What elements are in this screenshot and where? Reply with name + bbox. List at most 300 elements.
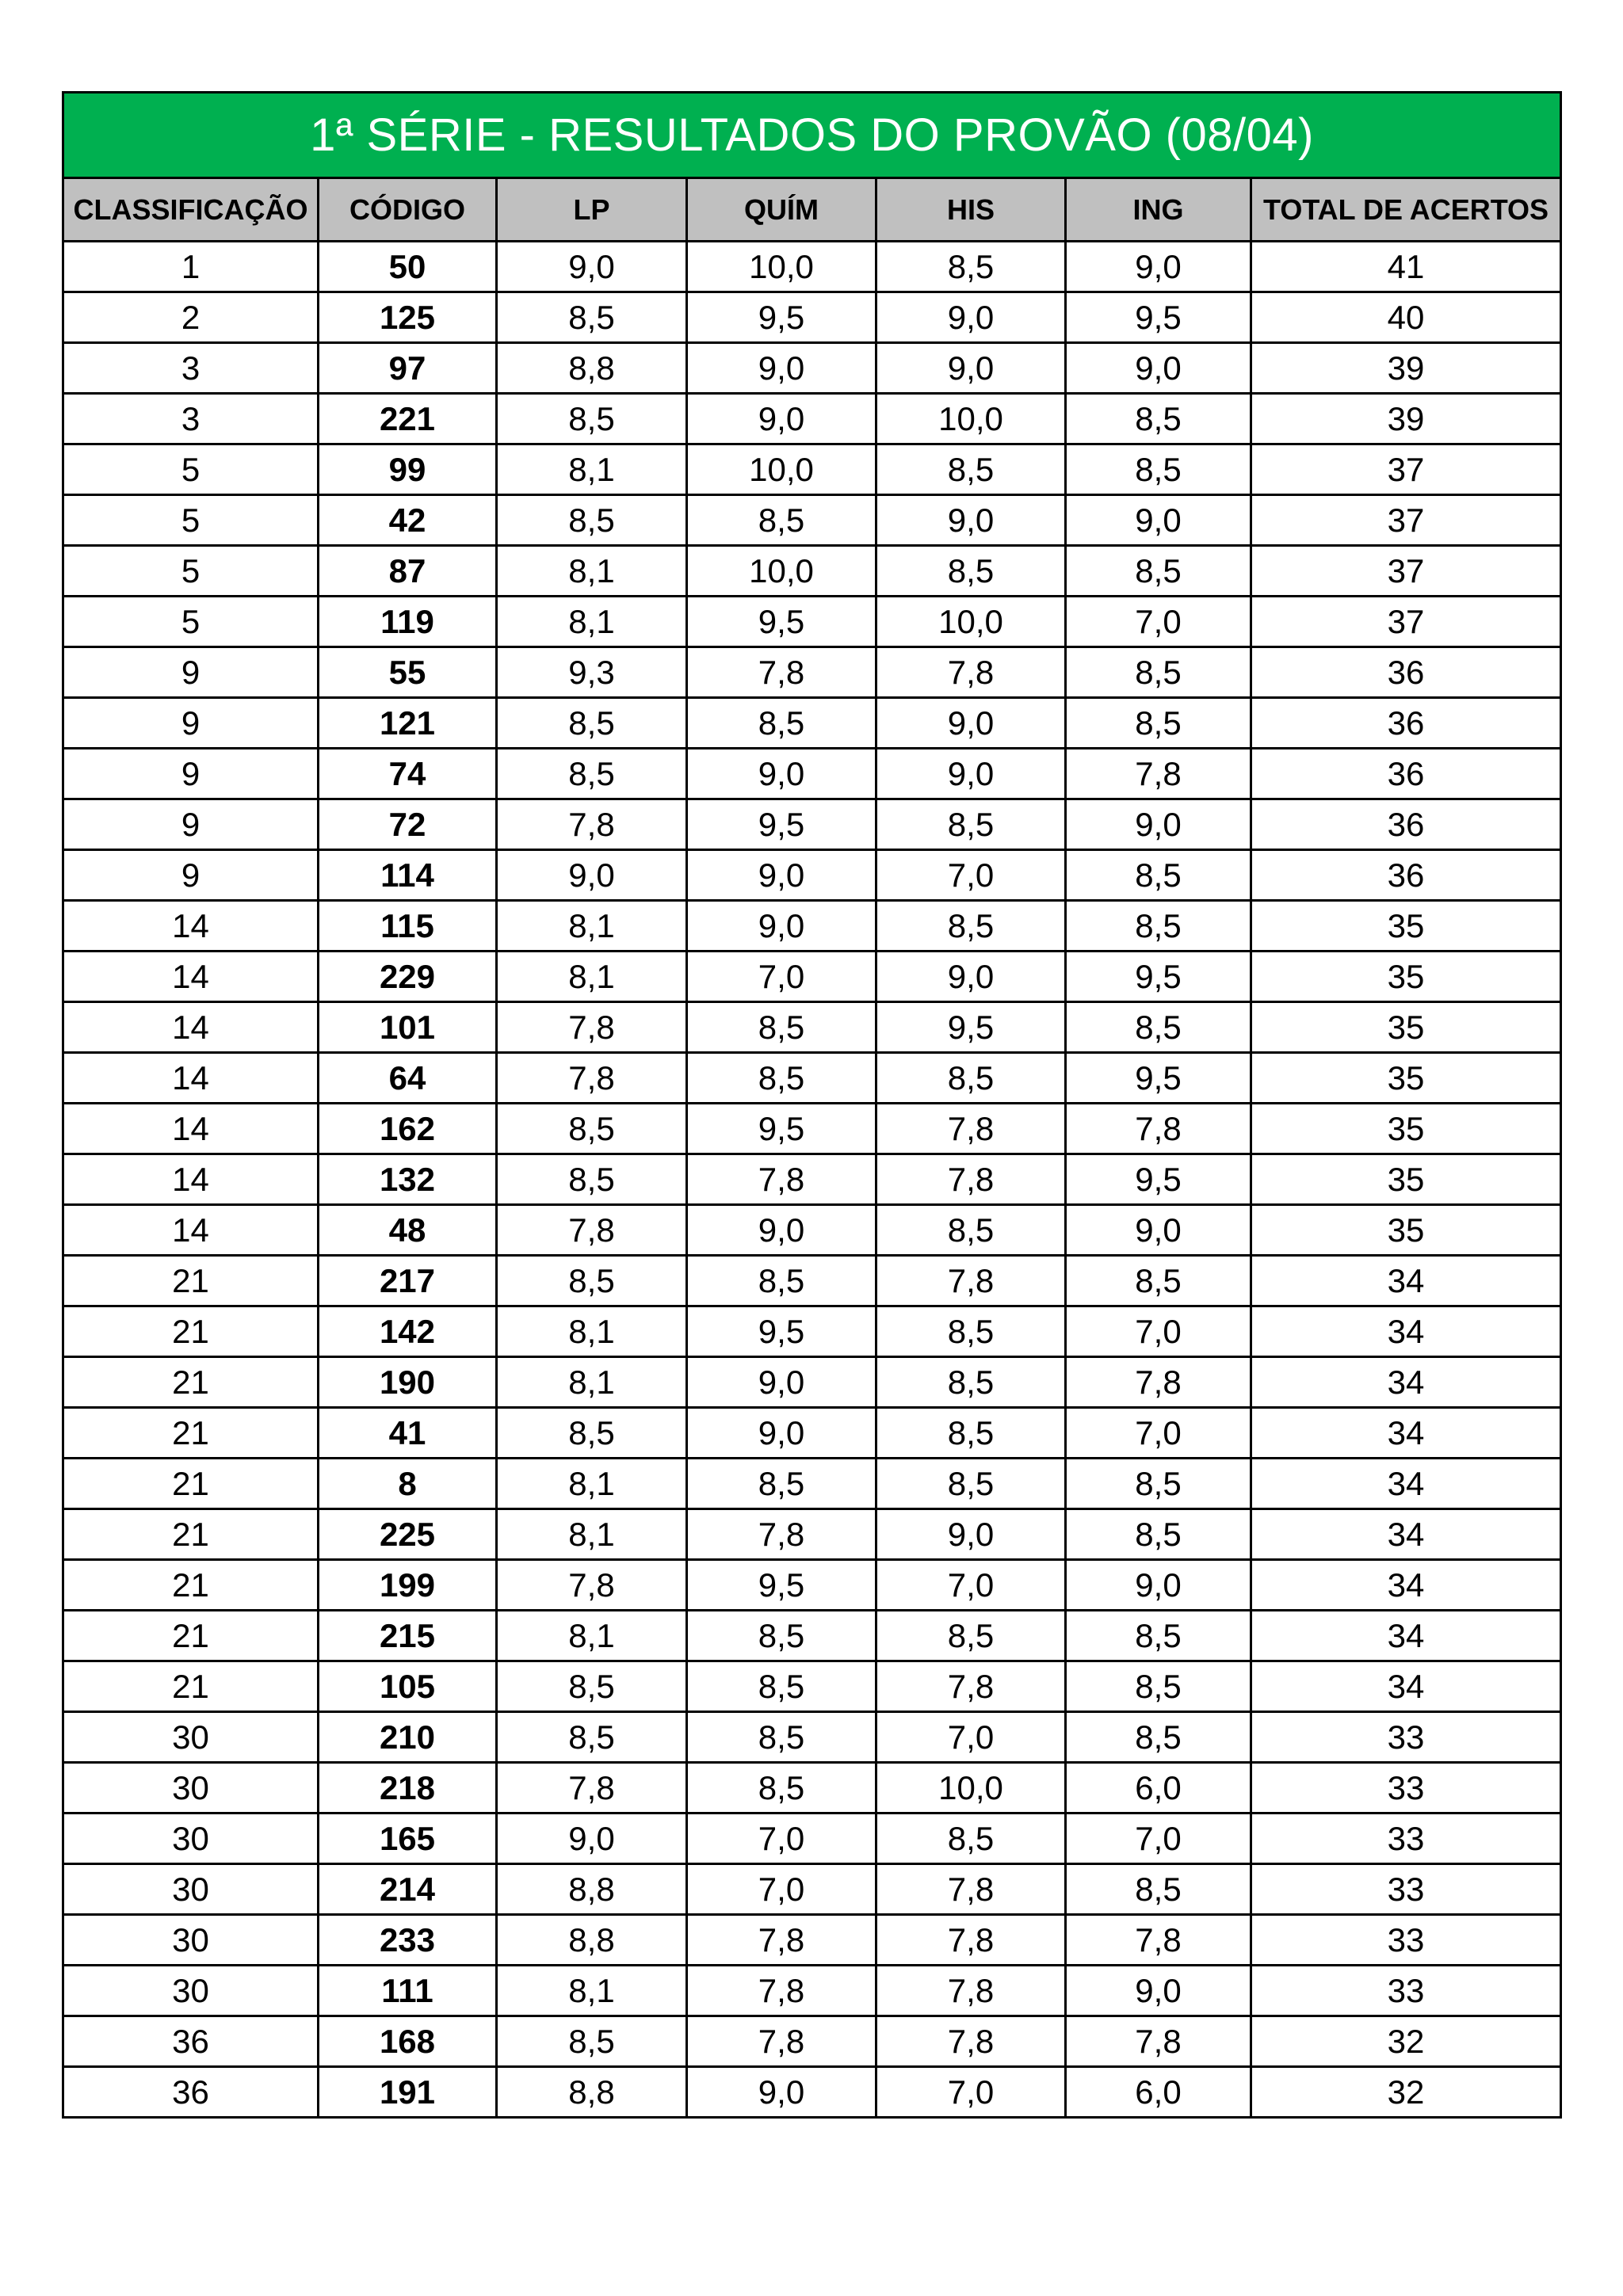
table-row [63, 1864, 1561, 1915]
rank-cell: 1 [63, 242, 319, 292]
code-cell: 41 [319, 1408, 497, 1459]
rank-cell: 2 [63, 292, 319, 343]
total-cell: 39 [1251, 343, 1561, 394]
ing-score-cell: 8,5 [1066, 647, 1251, 698]
total-cell: 37 [1251, 597, 1561, 647]
lp-score-cell: 8,5 [497, 1256, 687, 1306]
lp-score-cell: 9,3 [497, 647, 687, 698]
ing-score-cell: 9,5 [1066, 952, 1251, 1002]
rank-cell: 14 [63, 1053, 319, 1104]
his-score-cell: 10,0 [876, 597, 1066, 647]
total-cell: 33 [1251, 1915, 1561, 1966]
code-cell: 165 [319, 1814, 497, 1864]
ing-score-cell: 9,0 [1066, 495, 1251, 546]
total-cell: 37 [1251, 495, 1561, 546]
table-row [63, 1611, 1561, 1661]
code-cell: 190 [319, 1357, 497, 1408]
his-score-cell: 7,0 [876, 1560, 1066, 1611]
quim-score-cell: 8,5 [687, 1053, 876, 1104]
ing-score-cell: 7,0 [1066, 597, 1251, 647]
rank-cell: 5 [63, 546, 319, 597]
ing-score-cell: 9,5 [1066, 292, 1251, 343]
lp-score-cell: 8,5 [497, 2016, 687, 2067]
lp-score-cell: 8,5 [497, 394, 687, 444]
rank-cell: 21 [63, 1357, 319, 1408]
total-cell: 34 [1251, 1306, 1561, 1357]
code-cell: 8 [319, 1459, 497, 1509]
table-row [63, 1966, 1561, 2016]
total-cell: 37 [1251, 444, 1561, 495]
quim-score-cell: 9,5 [687, 1560, 876, 1611]
rank-cell: 9 [63, 749, 319, 799]
his-score-cell: 9,5 [876, 1002, 1066, 1053]
ing-score-cell: 7,0 [1066, 1306, 1251, 1357]
total-cell: 35 [1251, 1053, 1561, 1104]
lp-score-cell: 8,5 [497, 1408, 687, 1459]
lp-score-cell: 8,5 [497, 292, 687, 343]
lp-score-cell: 8,1 [497, 597, 687, 647]
rank-cell: 30 [63, 1864, 319, 1915]
quim-score-cell: 8,5 [687, 1002, 876, 1053]
quim-score-cell: 8,5 [687, 1712, 876, 1763]
lp-score-cell: 8,1 [497, 1357, 687, 1408]
lp-score-cell: 8,1 [497, 1509, 687, 1560]
his-score-cell: 7,8 [876, 2016, 1066, 2067]
lp-score-cell: 8,8 [497, 2067, 687, 2118]
his-score-cell: 8,5 [876, 1611, 1066, 1661]
his-score-cell: 8,5 [876, 1408, 1066, 1459]
his-score-cell: 8,5 [876, 546, 1066, 597]
total-cell: 36 [1251, 749, 1561, 799]
quim-score-cell: 8,5 [687, 1459, 876, 1509]
lp-score-cell: 8,1 [497, 546, 687, 597]
his-score-cell: 7,8 [876, 1915, 1066, 1966]
quim-score-cell: 8,5 [687, 1256, 876, 1306]
total-cell: 33 [1251, 1966, 1561, 2016]
code-cell: 121 [319, 698, 497, 749]
code-cell: 221 [319, 394, 497, 444]
quim-score-cell: 7,8 [687, 2016, 876, 2067]
table-row [63, 1459, 1561, 1509]
table-body [63, 242, 1561, 2118]
table-row [63, 698, 1561, 749]
total-cell: 33 [1251, 1864, 1561, 1915]
total-cell: 34 [1251, 1560, 1561, 1611]
rank-cell: 9 [63, 647, 319, 698]
his-score-cell: 8,5 [876, 1459, 1066, 1509]
his-score-cell: 9,0 [876, 952, 1066, 1002]
code-cell: 111 [319, 1966, 497, 2016]
code-cell: 225 [319, 1509, 497, 1560]
rank-cell: 3 [63, 343, 319, 394]
rank-cell: 5 [63, 495, 319, 546]
lp-score-cell: 7,8 [497, 1763, 687, 1814]
total-cell: 36 [1251, 850, 1561, 901]
rank-cell: 21 [63, 1560, 319, 1611]
total-cell: 36 [1251, 647, 1561, 698]
quim-score-cell: 10,0 [687, 242, 876, 292]
ing-score-cell: 7,8 [1066, 1104, 1251, 1154]
lp-score-cell: 7,8 [497, 1560, 687, 1611]
rank-cell: 30 [63, 1763, 319, 1814]
quim-score-cell: 9,5 [687, 799, 876, 850]
ing-score-cell: 8,5 [1066, 1509, 1251, 1560]
rank-cell: 9 [63, 799, 319, 850]
header-lp: LP [497, 178, 687, 242]
his-score-cell: 10,0 [876, 1763, 1066, 1814]
code-cell: 105 [319, 1661, 497, 1712]
quim-score-cell: 7,0 [687, 952, 876, 1002]
header-codigo: CÓDIGO [319, 178, 497, 242]
ing-score-cell: 8,5 [1066, 698, 1251, 749]
ing-score-cell: 8,5 [1066, 1661, 1251, 1712]
table-row [63, 1306, 1561, 1357]
lp-score-cell: 8,5 [497, 1661, 687, 1712]
quim-score-cell: 9,5 [687, 292, 876, 343]
code-cell: 125 [319, 292, 497, 343]
lp-score-cell: 8,5 [497, 1712, 687, 1763]
total-cell: 40 [1251, 292, 1561, 343]
quim-score-cell: 7,0 [687, 1864, 876, 1915]
total-cell: 33 [1251, 1814, 1561, 1864]
header-ing: ING [1066, 178, 1251, 242]
his-score-cell: 7,8 [876, 1104, 1066, 1154]
quim-score-cell: 9,5 [687, 1306, 876, 1357]
his-score-cell: 9,0 [876, 343, 1066, 394]
ing-score-cell: 9,0 [1066, 1560, 1251, 1611]
his-score-cell: 7,8 [876, 1154, 1066, 1205]
total-cell: 32 [1251, 2016, 1561, 2067]
code-cell: 97 [319, 343, 497, 394]
ing-score-cell: 7,8 [1066, 1915, 1251, 1966]
total-cell: 35 [1251, 1002, 1561, 1053]
his-score-cell: 9,0 [876, 495, 1066, 546]
his-score-cell: 7,8 [876, 647, 1066, 698]
lp-score-cell: 8,8 [497, 1915, 687, 1966]
code-cell: 119 [319, 597, 497, 647]
his-score-cell: 8,5 [876, 444, 1066, 495]
code-cell: 48 [319, 1205, 497, 1256]
ing-score-cell: 9,0 [1066, 343, 1251, 394]
rank-cell: 36 [63, 2067, 319, 2118]
header-classificacao: CLASSIFICAÇÃO [63, 178, 319, 242]
his-score-cell: 9,0 [876, 1509, 1066, 1560]
rank-cell: 14 [63, 1154, 319, 1205]
ing-score-cell: 9,5 [1066, 1154, 1251, 1205]
quim-score-cell: 9,0 [687, 1205, 876, 1256]
his-score-cell: 8,5 [876, 901, 1066, 952]
ing-score-cell: 9,0 [1066, 1966, 1251, 2016]
total-cell: 39 [1251, 394, 1561, 444]
lp-score-cell: 9,0 [497, 850, 687, 901]
lp-score-cell: 8,5 [497, 749, 687, 799]
header-quim: QUÍM [687, 178, 876, 242]
header-his: HIS [876, 178, 1066, 242]
rank-cell: 21 [63, 1611, 319, 1661]
ing-score-cell: 9,0 [1066, 799, 1251, 850]
total-cell: 36 [1251, 698, 1561, 749]
his-score-cell: 7,8 [876, 1256, 1066, 1306]
quim-score-cell: 8,5 [687, 1661, 876, 1712]
ing-score-cell: 8,5 [1066, 444, 1251, 495]
rank-cell: 21 [63, 1509, 319, 1560]
code-cell: 64 [319, 1053, 497, 1104]
code-cell: 42 [319, 495, 497, 546]
code-cell: 229 [319, 952, 497, 1002]
total-cell: 34 [1251, 1611, 1561, 1661]
his-score-cell: 8,5 [876, 242, 1066, 292]
quim-score-cell: 7,8 [687, 1915, 876, 1966]
quim-score-cell: 9,0 [687, 850, 876, 901]
ing-score-cell: 8,5 [1066, 1256, 1251, 1306]
rank-cell: 21 [63, 1661, 319, 1712]
ing-score-cell: 6,0 [1066, 2067, 1251, 2118]
code-cell: 233 [319, 1915, 497, 1966]
rank-cell: 14 [63, 952, 319, 1002]
code-cell: 210 [319, 1712, 497, 1763]
his-score-cell: 10,0 [876, 394, 1066, 444]
code-cell: 55 [319, 647, 497, 698]
his-score-cell: 8,5 [876, 1357, 1066, 1408]
quim-score-cell: 9,0 [687, 2067, 876, 2118]
code-cell: 215 [319, 1611, 497, 1661]
code-cell: 142 [319, 1306, 497, 1357]
quim-score-cell: 9,0 [687, 343, 876, 394]
total-cell: 41 [1251, 242, 1561, 292]
table-row [63, 1104, 1561, 1154]
lp-score-cell: 9,0 [497, 242, 687, 292]
lp-score-cell: 8,1 [497, 1611, 687, 1661]
total-cell: 35 [1251, 1154, 1561, 1205]
table-row [63, 901, 1561, 952]
code-cell: 199 [319, 1560, 497, 1611]
code-cell: 191 [319, 2067, 497, 2118]
quim-score-cell: 8,5 [687, 1763, 876, 1814]
table-row [63, 1509, 1561, 1560]
rank-cell: 30 [63, 1966, 319, 2016]
ing-score-cell: 8,5 [1066, 546, 1251, 597]
total-cell: 35 [1251, 952, 1561, 1002]
total-cell: 33 [1251, 1712, 1561, 1763]
ing-score-cell: 8,5 [1066, 1712, 1251, 1763]
his-score-cell: 8,5 [876, 1205, 1066, 1256]
ing-score-cell: 9,0 [1066, 1205, 1251, 1256]
ing-score-cell: 8,5 [1066, 1864, 1251, 1915]
rank-cell: 3 [63, 394, 319, 444]
quim-score-cell: 9,5 [687, 1104, 876, 1154]
code-cell: 214 [319, 1864, 497, 1915]
lp-score-cell: 7,8 [497, 1205, 687, 1256]
ing-score-cell: 7,8 [1066, 1357, 1251, 1408]
ing-score-cell: 7,8 [1066, 2016, 1251, 2067]
ing-score-cell: 8,5 [1066, 1611, 1251, 1661]
rank-cell: 14 [63, 1002, 319, 1053]
code-cell: 87 [319, 546, 497, 597]
code-cell: 217 [319, 1256, 497, 1306]
his-score-cell: 8,5 [876, 1814, 1066, 1864]
table-row [63, 850, 1561, 901]
table-row [63, 647, 1561, 698]
code-cell: 74 [319, 749, 497, 799]
rank-cell: 14 [63, 901, 319, 952]
lp-score-cell: 8,1 [497, 444, 687, 495]
lp-score-cell: 8,8 [497, 343, 687, 394]
rank-cell: 30 [63, 1915, 319, 1966]
total-cell: 36 [1251, 799, 1561, 850]
lp-score-cell: 8,8 [497, 1864, 687, 1915]
ing-score-cell: 7,0 [1066, 1814, 1251, 1864]
ing-score-cell: 8,5 [1066, 1002, 1251, 1053]
lp-score-cell: 8,1 [497, 1306, 687, 1357]
ing-score-cell: 6,0 [1066, 1763, 1251, 1814]
rank-cell: 9 [63, 850, 319, 901]
lp-score-cell: 8,5 [497, 698, 687, 749]
rank-cell: 21 [63, 1256, 319, 1306]
lp-score-cell: 8,1 [497, 952, 687, 1002]
table-row [63, 1560, 1561, 1611]
quim-score-cell: 9,0 [687, 394, 876, 444]
lp-score-cell: 8,5 [497, 495, 687, 546]
total-cell: 34 [1251, 1661, 1561, 1712]
table-row [63, 343, 1561, 394]
his-score-cell: 7,8 [876, 1966, 1066, 2016]
rank-cell: 36 [63, 2016, 319, 2067]
table-row [63, 2067, 1561, 2118]
table-row [63, 1814, 1561, 1864]
quim-score-cell: 9,0 [687, 749, 876, 799]
his-score-cell: 8,5 [876, 799, 1066, 850]
rank-cell: 5 [63, 444, 319, 495]
rank-cell: 14 [63, 1205, 319, 1256]
ing-score-cell: 9,0 [1066, 242, 1251, 292]
quim-score-cell: 9,0 [687, 1357, 876, 1408]
table-row [63, 597, 1561, 647]
his-score-cell: 8,5 [876, 1053, 1066, 1104]
table-row [63, 749, 1561, 799]
his-score-cell: 7,0 [876, 1712, 1066, 1763]
ing-score-cell: 8,5 [1066, 1459, 1251, 1509]
lp-score-cell: 7,8 [497, 1053, 687, 1104]
total-cell: 34 [1251, 1509, 1561, 1560]
his-score-cell: 9,0 [876, 698, 1066, 749]
table-row [63, 444, 1561, 495]
table-row [63, 1763, 1561, 1814]
his-score-cell: 7,0 [876, 2067, 1066, 2118]
code-cell: 218 [319, 1763, 497, 1814]
table-row [63, 546, 1561, 597]
code-cell: 101 [319, 1002, 497, 1053]
table-row [63, 1256, 1561, 1306]
total-cell: 34 [1251, 1459, 1561, 1509]
code-cell: 168 [319, 2016, 497, 2067]
quim-score-cell: 7,8 [687, 1154, 876, 1205]
quim-score-cell: 8,5 [687, 1611, 876, 1661]
code-cell: 114 [319, 850, 497, 901]
his-score-cell: 7,0 [876, 850, 1066, 901]
quim-score-cell: 9,0 [687, 901, 876, 952]
table-row [63, 1357, 1561, 1408]
code-cell: 50 [319, 242, 497, 292]
table-row [63, 1408, 1561, 1459]
ing-score-cell: 8,5 [1066, 901, 1251, 952]
code-cell: 132 [319, 1154, 497, 1205]
total-cell: 35 [1251, 1205, 1561, 1256]
quim-score-cell: 10,0 [687, 444, 876, 495]
column-header-row [63, 178, 1561, 242]
page-title: 1ª SÉRIE - RESULTADOS DO PROVÃO (08/04) [63, 93, 1561, 178]
total-cell: 37 [1251, 546, 1561, 597]
total-cell: 35 [1251, 901, 1561, 952]
quim-score-cell: 7,8 [687, 1509, 876, 1560]
ing-score-cell: 8,5 [1066, 850, 1251, 901]
rank-cell: 21 [63, 1459, 319, 1509]
total-cell: 34 [1251, 1357, 1561, 1408]
table-row [63, 1661, 1561, 1712]
lp-score-cell: 8,5 [497, 1104, 687, 1154]
his-score-cell: 9,0 [876, 749, 1066, 799]
his-score-cell: 8,5 [876, 1306, 1066, 1357]
total-cell: 33 [1251, 1763, 1561, 1814]
table-row [63, 1053, 1561, 1104]
rank-cell: 21 [63, 1408, 319, 1459]
title-row [63, 93, 1561, 178]
total-cell: 32 [1251, 2067, 1561, 2118]
table-row [63, 1712, 1561, 1763]
quim-score-cell: 10,0 [687, 546, 876, 597]
lp-score-cell: 8,1 [497, 1459, 687, 1509]
quim-score-cell: 7,8 [687, 1966, 876, 2016]
lp-score-cell: 8,1 [497, 901, 687, 952]
code-cell: 99 [319, 444, 497, 495]
lp-score-cell: 8,5 [497, 1154, 687, 1205]
table-row [63, 1154, 1561, 1205]
rank-cell: 14 [63, 1104, 319, 1154]
table-row [63, 1002, 1561, 1053]
lp-score-cell: 8,1 [497, 1966, 687, 2016]
table-row [63, 1205, 1561, 1256]
total-cell: 34 [1251, 1256, 1561, 1306]
total-cell: 35 [1251, 1104, 1561, 1154]
results-table [62, 91, 1562, 2119]
table-row [63, 799, 1561, 850]
quim-score-cell: 9,0 [687, 1408, 876, 1459]
table-row [63, 2016, 1561, 2067]
rank-cell: 30 [63, 1814, 319, 1864]
rank-cell: 21 [63, 1306, 319, 1357]
his-score-cell: 7,8 [876, 1864, 1066, 1915]
quim-score-cell: 7,8 [687, 647, 876, 698]
code-cell: 162 [319, 1104, 497, 1154]
total-cell: 34 [1251, 1408, 1561, 1459]
table-row [63, 394, 1561, 444]
ing-score-cell: 8,5 [1066, 394, 1251, 444]
lp-score-cell: 7,8 [497, 799, 687, 850]
ing-score-cell: 7,0 [1066, 1408, 1251, 1459]
ing-score-cell: 7,8 [1066, 749, 1251, 799]
code-cell: 115 [319, 901, 497, 952]
table-row [63, 952, 1561, 1002]
code-cell: 72 [319, 799, 497, 850]
rank-cell: 30 [63, 1712, 319, 1763]
table-row [63, 495, 1561, 546]
quim-score-cell: 8,5 [687, 698, 876, 749]
header-total-acertos: TOTAL DE ACERTOS [1251, 178, 1561, 242]
table-row [63, 242, 1561, 292]
table-row [63, 1915, 1561, 1966]
quim-score-cell: 8,5 [687, 495, 876, 546]
quim-score-cell: 9,5 [687, 597, 876, 647]
his-score-cell: 9,0 [876, 292, 1066, 343]
